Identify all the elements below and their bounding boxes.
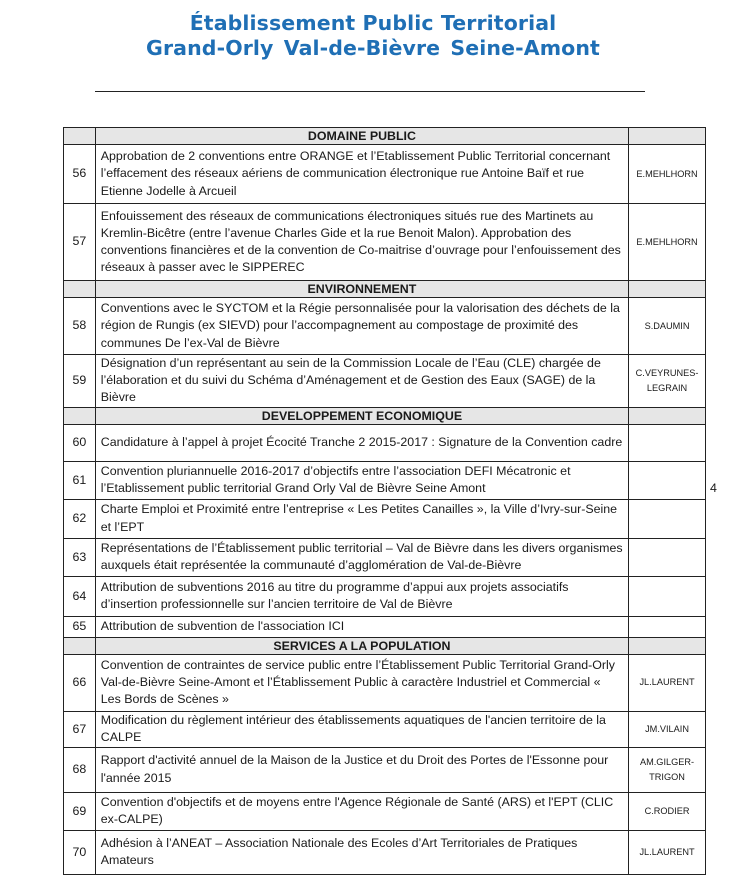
item-description: Conventions avec le SYCTOM et la Régie personnalisée pour la valorisation des déchets de la région de Rungis (ex SIEVD) pour l’accompagnement au compostage de proximité des communes De l’ex-Val de Bièvre bbox=[95, 298, 628, 355]
section-resp-cell bbox=[629, 128, 706, 145]
table-row bbox=[64, 145, 706, 204]
item-description: Candidature à l’appel à projet Écocité Tranche 2 2015-2017 : Signature de la Convention cadre bbox=[95, 424, 628, 461]
item-description: Rapport d'activité annuel de la Maison de la Justice et du Droit des Portes de l'Essonne pour l'année 2015 bbox=[95, 747, 628, 792]
table-row bbox=[64, 711, 706, 747]
item-responsible bbox=[629, 576, 706, 616]
table-row bbox=[64, 792, 706, 830]
item-number: 69 bbox=[64, 792, 96, 830]
section-title: ENVIRONNEMENT bbox=[95, 281, 628, 298]
item-number: 62 bbox=[64, 499, 96, 538]
section-num-cell bbox=[64, 637, 96, 654]
page-title-line1: Établissement Public Territorial bbox=[189, 11, 557, 35]
item-description: Convention de contraintes de service public entre l’Établissement Public Territorial Grand-Orly Val-de-Bièvre Seine-Amont et l’Établissement Public à caractère Industriel et Commercial « Les Bords de Scènes » bbox=[95, 654, 628, 711]
table-row bbox=[64, 355, 706, 408]
item-description: Convention pluriannuelle 2016-2017 d’objectifs entre l’association DEFI Mécatronic et l’Etablissement public territorial Grand Orly Val de Bièvre Seine Amont bbox=[95, 461, 628, 499]
item-number: 58 bbox=[64, 298, 96, 355]
title-divider bbox=[95, 91, 645, 92]
item-description: Enfouissement des réseaux de communications électroniques situés rue des Martinets au Kremlin-Bicêtre (entre l’avenue Charles Gide et la rue Benoit Malon). Approbation des conventions financières et de la convention de Co-maitrise d’ouvrage pour l’enfouissement des réseaux à passer avec le SIPPEREC bbox=[95, 204, 628, 281]
item-number: 61 bbox=[64, 461, 96, 499]
table-row bbox=[64, 424, 706, 461]
item-number: 70 bbox=[64, 830, 96, 874]
item-responsible: C.RODIER bbox=[629, 792, 706, 830]
item-responsible bbox=[629, 538, 706, 576]
item-description: Attribution de subvention de l'association ICI bbox=[95, 616, 628, 637]
item-description: Attribution de subventions 2016 au titre du programme d’appui aux projets associatifs d’insertion professionnelle sur l’ancien territoire de Val de Bièvre bbox=[95, 576, 628, 616]
section-title: DOMAINE PUBLIC bbox=[95, 128, 628, 145]
section-title: DEVELOPPEMENT ECONOMIQUE bbox=[95, 407, 628, 424]
item-description: Modification du règlement intérieur des établissements aquatiques de l'ancien territoire de la CALPE bbox=[95, 711, 628, 747]
item-responsible: JM.VILAIN bbox=[629, 711, 706, 747]
item-responsible: E.MEHLHORN bbox=[629, 145, 706, 204]
table-row bbox=[64, 616, 706, 637]
item-number: 60 bbox=[64, 424, 96, 461]
item-responsible: S.DAUMIN bbox=[629, 298, 706, 355]
item-responsible: JL.LAURENT bbox=[629, 830, 706, 874]
table-row bbox=[64, 499, 706, 538]
item-number: 57 bbox=[64, 204, 96, 281]
item-responsible bbox=[629, 461, 706, 499]
page-number: 4 bbox=[710, 481, 717, 495]
section-resp-cell bbox=[629, 281, 706, 298]
item-description: Adhésion à l’ANEAT – Association Nationale des Ecoles d’Art Territoriales de Pratiques Amateurs bbox=[95, 830, 628, 874]
page-title-line2: Grand-Orly Val-de-Bièvre Seine-Amont bbox=[146, 36, 600, 60]
item-description: Convention d'objectifs et de moyens entre l'Agence Régionale de Santé (ARS) et l'EPT (CLIC ex-CALPE) bbox=[95, 792, 628, 830]
section-title: SERVICES A LA POPULATION bbox=[95, 637, 628, 654]
item-description: Charte Emploi et Proximité entre l’entreprise « Les Petites Canailles », la Ville d’Ivry-sur-Seine et l’EPT bbox=[95, 499, 628, 538]
item-responsible: C.VEYRUNES-LEGRAIN bbox=[629, 355, 706, 408]
section-header bbox=[64, 281, 706, 298]
section-num-cell bbox=[64, 281, 96, 298]
item-description: Représentations de l’Établissement public territorial – Val de Bièvre dans les divers organismes auxquels était représentée la communauté d’agglomération de Val-de-Bièvre bbox=[95, 538, 628, 576]
item-responsible: AM.GILGER-TRIGON bbox=[629, 747, 706, 792]
item-number: 65 bbox=[64, 616, 96, 637]
item-description: Approbation de 2 conventions entre ORANGE et l’Etablissement Public Territorial concernant l’effacement des réseaux aériens de communication électronique rue Antoine Baïf et rue Etienne Jodelle à Arcueil bbox=[95, 145, 628, 204]
item-responsible bbox=[629, 616, 706, 637]
item-number: 63 bbox=[64, 538, 96, 576]
item-number: 68 bbox=[64, 747, 96, 792]
item-responsible: E.MEHLHORN bbox=[629, 204, 706, 281]
item-description: Désignation d’un représentant au sein de la Commission Locale de l’Eau (CLE) chargée de l’élaboration et du suivi du Schéma d’Aménagement et de Gestion des Eaux (SAGE) de la Bièvre bbox=[95, 355, 628, 408]
item-responsible bbox=[629, 424, 706, 461]
table-row bbox=[64, 204, 706, 281]
table-row bbox=[64, 538, 706, 576]
section-header bbox=[64, 128, 706, 145]
item-responsible bbox=[629, 499, 706, 538]
agenda-table bbox=[63, 127, 706, 875]
item-responsible: JL.LAURENT bbox=[629, 654, 706, 711]
section-resp-cell bbox=[629, 637, 706, 654]
table-row bbox=[64, 576, 706, 616]
table-row bbox=[64, 747, 706, 792]
section-resp-cell bbox=[629, 407, 706, 424]
section-header bbox=[64, 637, 706, 654]
item-number: 64 bbox=[64, 576, 96, 616]
section-num-cell bbox=[64, 407, 96, 424]
section-header bbox=[64, 407, 706, 424]
section-num-cell bbox=[64, 128, 96, 145]
table-row bbox=[64, 830, 706, 874]
table-row bbox=[64, 654, 706, 711]
item-number: 56 bbox=[64, 145, 96, 204]
item-number: 67 bbox=[64, 711, 96, 747]
table-row bbox=[64, 298, 706, 355]
item-number: 59 bbox=[64, 355, 96, 408]
table-row bbox=[64, 461, 706, 499]
item-number: 66 bbox=[64, 654, 96, 711]
